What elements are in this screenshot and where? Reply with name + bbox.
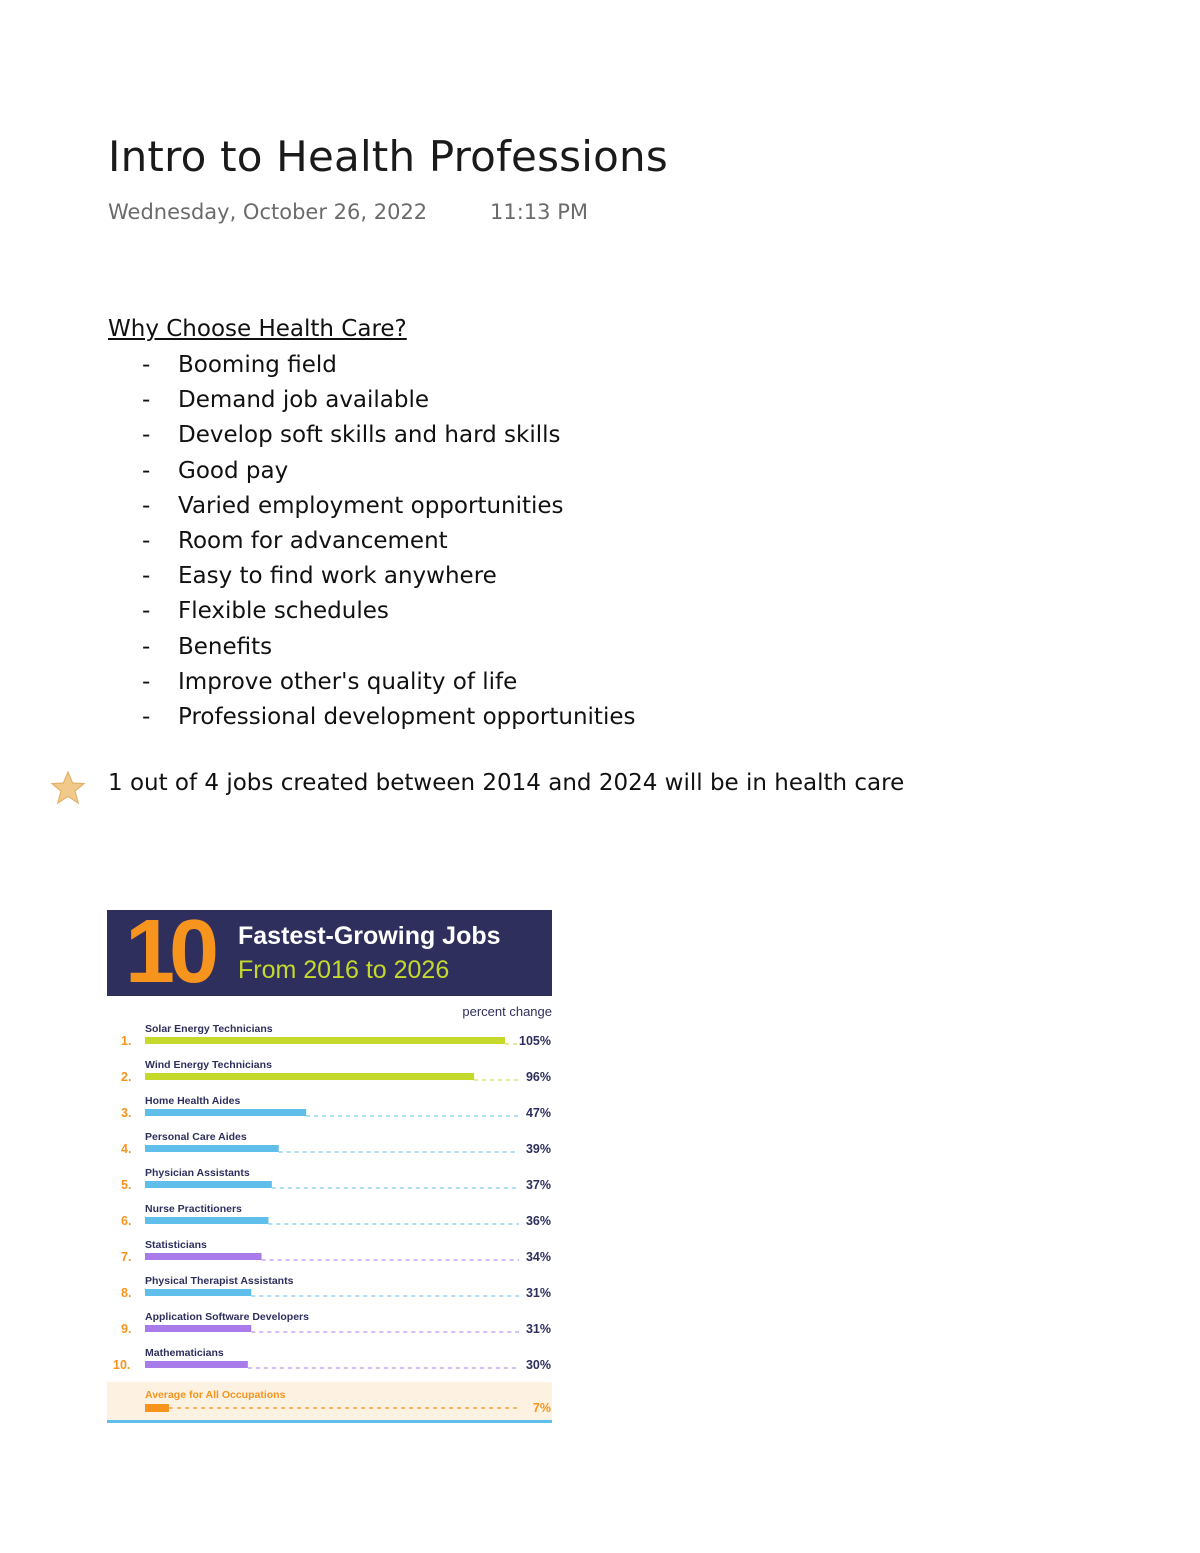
rank-label: 2.	[121, 1070, 132, 1084]
rank-label: 1.	[121, 1034, 132, 1048]
bar	[145, 1145, 279, 1152]
category-label: Statisticians	[145, 1239, 207, 1251]
rank-label: 6.	[121, 1214, 132, 1228]
category-label: Mathematicians	[145, 1347, 224, 1359]
bar	[145, 1325, 251, 1332]
list-item-text: Benefits	[178, 633, 273, 660]
value-label: 47%	[525, 1106, 551, 1120]
list-item-text: Demand job available	[178, 387, 430, 414]
bullet-marker: -	[142, 703, 151, 730]
bar	[145, 1109, 306, 1116]
category-label: Physical Therapist Assistants	[145, 1275, 294, 1287]
average-value-label: 7%	[532, 1401, 551, 1415]
category-label: Personal Care Aides	[145, 1131, 247, 1143]
fastest-growing-jobs-chart	[107, 902, 552, 1426]
bar	[145, 1181, 272, 1188]
category-label: Solar Energy Technicians	[145, 1023, 273, 1035]
bar	[145, 1289, 251, 1296]
value-axis-label: percent change	[462, 1004, 552, 1019]
chart-plot	[107, 910, 552, 1426]
bullet-marker: -	[142, 527, 151, 554]
bullet-list	[108, 348, 635, 735]
bar	[145, 1073, 474, 1080]
category-label: Physician Assistants	[145, 1167, 250, 1179]
bar	[145, 1037, 505, 1044]
bullet-marker: -	[142, 598, 151, 625]
list-item-text: Easy to find work anywhere	[178, 563, 497, 590]
bullet-marker: -	[142, 633, 151, 660]
value-label: 37%	[525, 1178, 551, 1192]
bullet-marker: -	[142, 492, 151, 519]
bullet-marker: -	[142, 387, 151, 414]
category-label: Nurse Practitioners	[145, 1203, 242, 1215]
list-item	[108, 524, 635, 559]
value-label: 36%	[525, 1214, 551, 1228]
list-item	[108, 348, 635, 383]
rank-label: 8.	[121, 1286, 132, 1300]
value-label: 30%	[525, 1358, 551, 1372]
bullet-marker: -	[142, 352, 151, 378]
category-label: Wind Energy Technicians	[145, 1059, 272, 1071]
category-label: Application Software Developers	[145, 1311, 309, 1323]
category-label: Home Health Aides	[145, 1095, 241, 1107]
list-item-text: Improve other's quality of life	[178, 668, 518, 695]
list-item	[108, 418, 635, 453]
page-title: Intro to Health Professions	[108, 132, 668, 181]
value-label: 105%	[519, 1034, 551, 1048]
chart-title: Fastest-Growing Jobs	[238, 922, 501, 950]
list-item	[108, 559, 635, 594]
value-label: 31%	[525, 1322, 551, 1336]
average-label: Average for All Occupations	[145, 1389, 286, 1401]
bullet-marker: -	[142, 457, 151, 484]
bullet-marker: -	[142, 563, 151, 590]
list-item	[108, 489, 635, 524]
star-icon	[50, 770, 86, 806]
list-item-text: Develop soft skills and hard skills	[178, 422, 561, 449]
chart-big-number: 10	[125, 902, 214, 1002]
list-item-text: Room for advancement	[178, 527, 448, 554]
rank-label: 9.	[121, 1322, 132, 1336]
page-date: Wednesday, October 26, 2022	[108, 200, 428, 224]
value-label: 31%	[525, 1286, 551, 1300]
bar	[145, 1253, 262, 1260]
bullet-marker: -	[142, 668, 151, 695]
rank-label: 4.	[121, 1142, 132, 1156]
list-item	[108, 665, 635, 700]
list-item	[108, 454, 635, 489]
rank-label: 5.	[121, 1178, 132, 1192]
rank-label: 10.	[113, 1358, 131, 1372]
value-label: 39%	[525, 1142, 551, 1156]
list-item-text: Professional development opportunities	[178, 703, 636, 730]
list-item	[108, 700, 635, 735]
list-item-text: Varied employment opportunities	[178, 492, 564, 519]
page-time: 11:13 PM	[490, 200, 588, 224]
list-item-text: Flexible schedules	[178, 598, 389, 625]
bar	[145, 1361, 248, 1368]
chart-subtitle: From 2016 to 2026	[238, 956, 450, 984]
bullet-marker: -	[142, 422, 151, 449]
value-label: 96%	[525, 1070, 551, 1084]
bar	[145, 1217, 268, 1224]
section-heading: Why Choose Health Care?	[108, 316, 407, 342]
callout-text: 1 out of 4 jobs created between 2014 and 2024 will be in health care	[108, 770, 905, 796]
list-item	[108, 630, 635, 665]
average-bar	[145, 1404, 169, 1412]
list-item-text: Good pay	[178, 457, 289, 484]
list-item-text: Booming field	[178, 352, 337, 378]
list-item	[108, 594, 635, 629]
rank-label: 7.	[121, 1250, 132, 1264]
list-item	[108, 383, 635, 418]
rank-label: 3.	[121, 1106, 132, 1120]
value-label: 34%	[525, 1250, 551, 1264]
